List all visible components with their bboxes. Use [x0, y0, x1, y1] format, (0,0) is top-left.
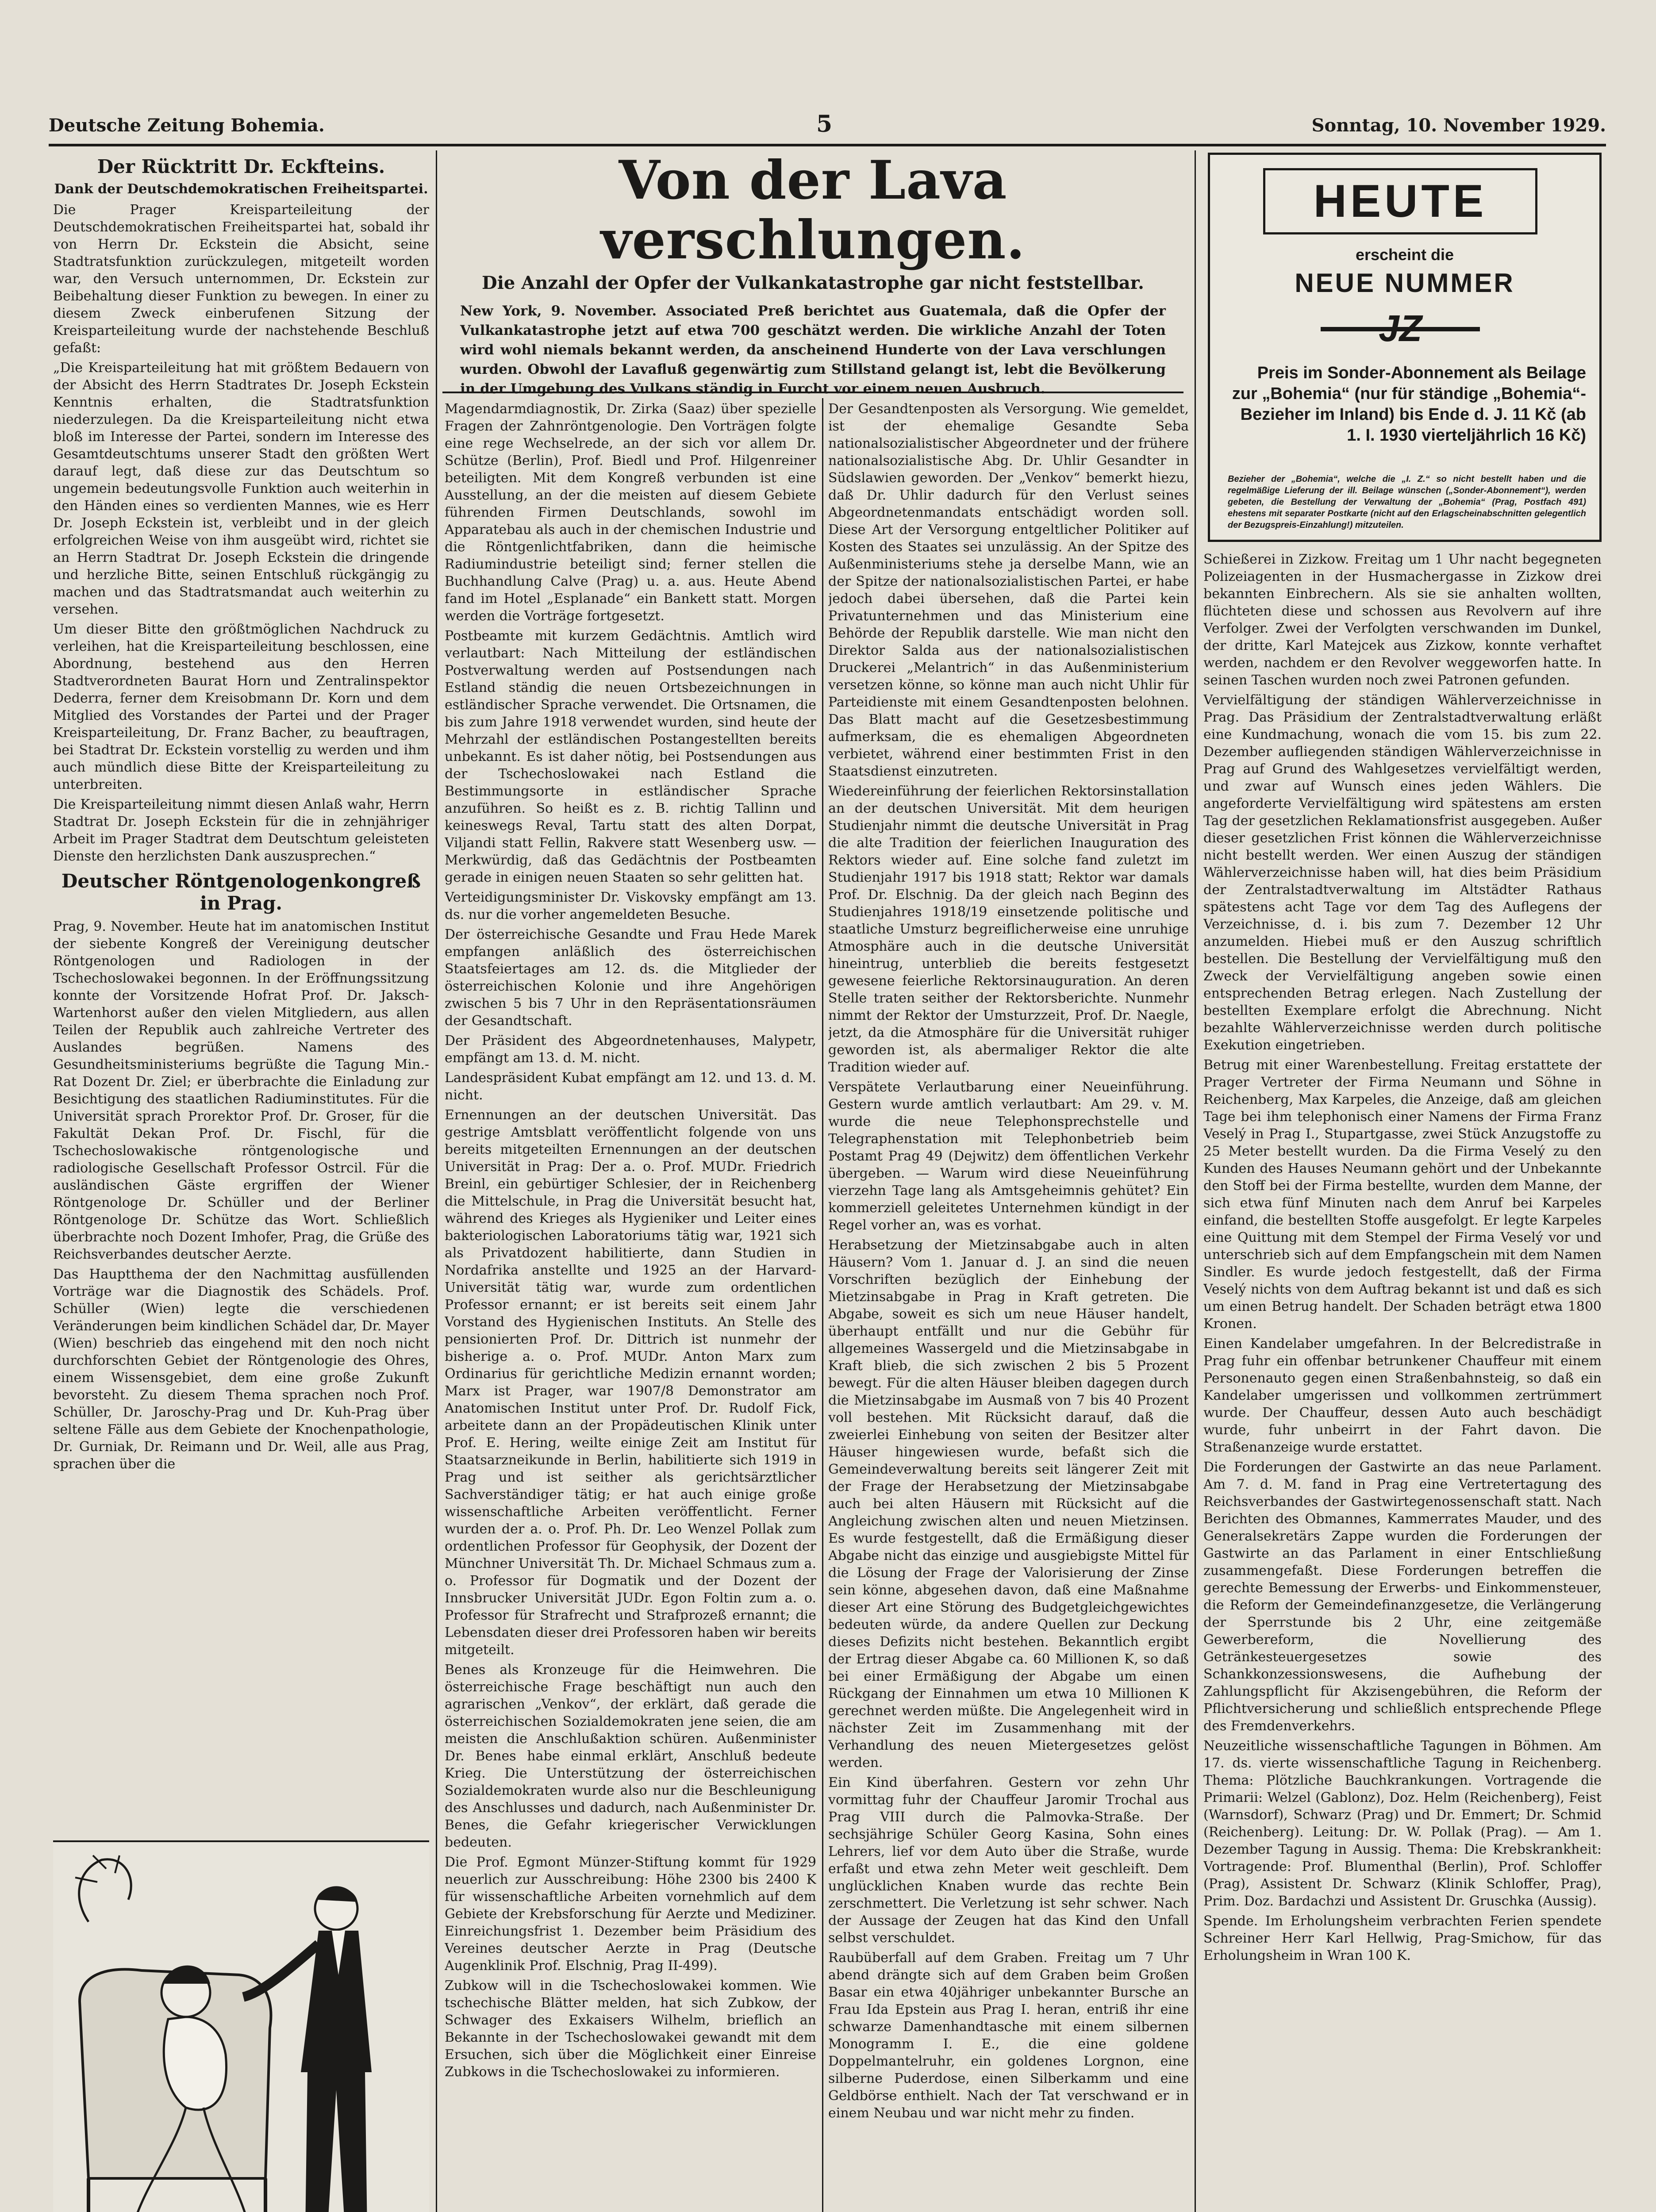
column-3	[828, 400, 1189, 2212]
paragraph: Raubüberfall auf dem Graben. Freitag um 7 Uhr abend drängte sich auf dem Graben beim Großen Basar ein etwa 40jähriger unbekannter Bursche an Frau Ida Epstein aus Prag I. heran, entriß ihr eine schwarze Damenhandtasche mit einem silbernen Monogramm I. E., die eine goldene Doppelmantelruhr, ein goldenes Lorgnon, eine silberne Puderdose, einen Silberkamm und eine Geldbörse enthielt. Nach der Tat verschwand er in einem Neubau und war nicht mehr zu finden.	[828, 1950, 1189, 2121]
paragraph: Der Gesandtenposten als Versorgung. Wie gemeldet, ist der ehemalige Gesandte Seba nationalsozialistischer Abgeordneter und der frühere nationalsozialistische Abg. Dr. Uhlir Gesandter in Südslawien geworden. Der „Venkov“ bemerkt hiezu, daß Dr. Uhlir dadurch für den Verlust seines Abgeordnetenmandats entschädigt worden soll. Diese Art der Versorgung entgeltlicher Politiker auf Kosten des Staates sei unzulässig. An der Spitze des Außenministeriums stehe ja derselbe Mann, wie an der Spitze der nationalsozialistischen Partei, er habe jedoch dabei übersehen, daß die Partei kein Privatunternehmen und das Ministerium eine Behörde der Republik darstelle. Wie man nicht den Direktor Salda aus der nationalsozialistischen Druckerei „Melantrich“ in das Außenministerium versetzen könne, so könne man auch nicht Uhlir für Parteidienste mit einem Gesandtenposten belohnen. Das Blatt macht auf die Gesetzesbestimmung aufmerksam, die es ehemaligen Abgeordneten verbietet, während einer bestimmten Frist in den Staatsdienst einzutreten.	[828, 401, 1189, 779]
masthead	[49, 111, 1606, 142]
paragraph: Die Prager Kreisparteileitung der Deutschdemokratischen Freiheitspartei hat, sobald ihr von Herrn Dr. Eckstein die Absicht, seine Stadtratsfunktion zurückzulegen, mitgeteilt worden war, den Versuch unternommen, Dr. Eckstein zur Beibehaltung dieser Funktion zu bewegen. In einer zu diesem Zweck einberufenen Sitzung der Kreisparteileitung wurde der nachstehende Beschluß gefaßt:	[53, 202, 429, 356]
paragraph: Ein Kind überfahren. Gestern vor zehn Uhr vormittag fuhr der Chauffeur Jaromir Trochal aus Prag VIII durch die Palmovka-Straße. Der sechsjährige Schüler Georg Kasina, Sohn eines Lehrers, lief vor dem Auto über die Straße, wurde erfaßt und etwa zehn Meter weit geschleift. Dem unglücklichen Knaben wurde das rechte Bein zerschmettert. Die Verletzung ist sehr schwer. Nach der Aussage der Zeugen hat das Kind den Unfall selbst verschuldet.	[828, 1775, 1189, 1946]
column-rule	[436, 150, 437, 2212]
article-title: Deutscher Röntgenologenkongreß in Prag.	[61, 870, 421, 914]
paragraph: Das Hauptthema der den Nachmittag ausfüllenden Vorträge war die Diagnostik des Schädels. Prof. Schüller (Wien) legte die verschiedenen Veränderungen beim kindlichen Schädel dar, Dr. Mayer (Wien) beschrieb das eingehend mit den noch nicht durchforschten Gebiet der Röntgenologie des Ohres, einem Wissensgebiet, dem eine große Zukunft bevorsteht. Zu diesem Thema sprachen noch Prof. Schüller, Dr. Jaroschy-Prag und Dr. Kuh-Prag über seltene Fälle aus dem Gebiete der Knochenpathologie, Dr. Gurniak, Dr. Reimann und Dr. Weil, alle aus Prag, sprachen über die	[53, 1267, 429, 1472]
page-number: 5	[816, 111, 833, 138]
column-rule	[1195, 150, 1196, 2212]
paragraph: Zubkow will in die Tschechoslowakei kommen. Wie tschechische Blätter melden, hat sich Zubkow, der Schwager des Exkaisers Wilhelm, brieflich an Bekannte in der Tschechoslowakei gewandt mit dem Ersuchen, sich über die Möglichkeit einer Einreise Zubkows in die Tschechoslowakei zu informieren.	[445, 1978, 816, 2080]
paragraph: Die Prof. Egmont Münzer-Stiftung kommt für 1929 neuerlich zur Ausschreibung: Höhe 2300 bis 2400 K für wissenschaftliche Arbeiten vornehmlich auf dem Gebiete der Krebsforschung für Aerzte und Mediziner. Einreichungsfrist 1. Dezember beim Präsidium des Vereines deutscher Aerzte in Prag (Deutsche Augenklinik Prof. Elschnig, Prag II-499).	[445, 1855, 816, 1974]
paragraph: Die Forderungen der Gastwirte an das neue Parlament. Am 7. d. M. fand in Prag eine Vertretertagung des Reichsverbandes der Gastwirtegenossenschaft statt. Nach Berichten des Obmannes, Kammerrates Mauder, und des Generalsekretärs Zappe wurden die Forderungen der Gastwirte an das Parlament in einer Entschließung zusammengefaßt. Diese Forderungen betreffen die gerechte Bemessung der Erwerbs- und Einkommensteuer, die Reform der Gemeindefinanzgesetze, die Verlängerung der Sperrstunde bis 2 Uhr, eine zeitgemäße Gewerbereform, die Novellierung des Getränkesteuergesetzes sowie des Schankkonzessionswesens, die Aufhebung der Zahlungspflicht für Akzisengebühren, die Reform der Pflichtversicherung und schließlich entsprechende Pflege des Fremdenverkehrs.	[1203, 1459, 1602, 1734]
paragraph: Die Kreisparteileitung nimmt diesen Anlaß wahr, Herrn Stadtrat Dr. Joseph Eckstein für die in zehnjähriger Arbeit im Prager Stadtrat dem Deutschtum geleisteten Dienste den herzlichsten Dank auszusprechen.“	[53, 797, 429, 864]
paragraph: Verspätete Verlautbarung einer Neueinführung. Gestern wurde amtlich verlautbart: Am 29. v. M. wurde die neue Telephonsprechstelle und Telegraphenstation mit Telephonbetrieb beim Postamt Prag 49 (Dejwitz) dem öffentlichen Verkehr übergeben. — Warum wird diese Neueinführung vierzehn Tage lang als Amtsgeheimnis gehütet? Ein kommerziell geleitetes Unternehmen kündigt in der Regel vorher an, was es vorhat.	[828, 1079, 1189, 1233]
paragraph: Wiedereinführung der feierlichen Rektorsinstallation an der deutschen Universität. Mit dem heurigen Studienjahr nimmt die deutsche Universität in Prag die alte Tradition der feierlichen Inauguration des Rektors wieder auf. Eine solche fand zuletzt im Studienjahr 1917 bis 1918 statt; Rektor war damals Prof. Dr. Elschnig. Da der gleich nach Beginn des Studienjahres 1918/19 einsetzende politische und staatliche Umsturz begreiflicherweise eine unruhige Atmosphäre auch in die deutsche Universität hineintrug, unterblieb die bereits festgesetzt gewesene feierliche Rektorsinauguration. An deren Stelle traten seither der Rektorsberichte. Nunmehr nimmt der Rektor der Umsturzzeit, Prof. Dr. Naegle, jetzt, da die Atmosphäre für die Universität ruhiger geworden ist, als abermaliger Rektor die alte Tradition wieder auf.	[828, 783, 1189, 1075]
ad-title: NEUE NUMMER	[1295, 268, 1515, 298]
advertisement-box	[1208, 153, 1602, 542]
iz-logo-icon	[1347, 307, 1453, 349]
lead-story	[442, 149, 1183, 397]
paragraph: Neuzeitliche wissenschaftliche Tagungen in Böhmen. Am 17. ds. vierte wissenschaftliche Tagung in Reichenberg. Thema: Plötzliche Bauchkrankungen. Vortragende die Primarii: Welzel (Gablonz), Doz. Helm (Reichenberg), Feist (Warnsdorf), Schwarz (Prag) und Dr. Emmert; Dr. Schmid (Reichenberg). Leitung: Dr. W. Pollak (Prag). — Am 1. Dezember Tagung in Aussig. Thema: Die Krebskrankheit: Vortragende: Prof. Blumenthal (Berlin), Prof. Schloffer (Prag), Assistent Dr. Schwarz (Klinik Schloffer, Prag), Prim. Doz. Bardachzi und Assistent Dr. Gruschka (Aussig).	[1203, 1738, 1602, 1909]
paragraph: Herabsetzung der Mietzinsabgabe auch in alten Häusern? Vom 1. Januar d. J. an sind die neuen Vorschriften bezüglich der Einhebung der Mietzinsabgabe in Prag in Kraft getreten. Die Abgabe, soweit es sich um neue Häuser handelt, überhaupt entfällt und nur die Gebühr für allgemeines Wassergeld und die Mietzinsabgabe in Kraft blieb, die sich zwischen 2 bis 5 Prozent bewegt. Für die alten Häuser bleiben dagegen durch die Mietzinsabgabe im Ausmaß von 7 bis 40 Prozent voll bestehen. Mit Rücksicht darauf, daß die zweierlei Einhebung von seiten der Besitzer alter Häuser hingewiesen wurde, befaßt sich die Gemeindeverwaltung bereits seit längerer Zeit mit der Frage der Herabsetzung der Mietzinsabgabe auch bei alten Häusern mit Rücksicht auf die Angleichung zwischen alten und neuen Mietzinsen. Es wurde festgestellt, daß die Ermäßigung dieser Abgabe nicht das einzige und ausgiebigste Mittel für die Lösung der Frage der Valorisierung der Zinse sein könne, abgesehen davon, daß eine Maßnahme dieser Art eine Störung des Budgetgleichgewichtes bedeuten würde, da andere Quellen zur Deckung dieses Defizits nicht bestehen. Bekanntlich ergibt der Ertrag dieser Abgabe ca. 60 Millionen K, so daß bei einer Ermäßigung der Abgabe um einen Rückgang der Einnahmen um etwa 10 Millionen K gerechnet werden müßte. Die Angelegenheit wird in nächster Zeit im Zusammenhang mit der Verhandlung des neuen Mietergesetzes gelöst werden.	[828, 1237, 1189, 1770]
ad-price-text: Preis im Sonder-Abonnement als Beilage zur „Bohemia“ (nur für ständige „Bohemia“-Bezieher im Inland) bis Ende d. J. 11 Kč (ab 1. I. 1930 vierteljährlich 16 Kč)	[1232, 364, 1586, 445]
paragraph: Einen Kandelaber umgefahren. In der Belcredistraße in Prag fuhr ein offenbar betrunkener Chauffeur mit einem Personenauto gegen einen Straßenbahnsteig, so daß ein Kandelaber umgerissen und vollkommen zertrümmert wurde. Der Chauffeur, dessen Auto auch beschädigt wurde, fuhr unbeirrt in der Fahrt davon. Die Straßenanzeige wurde erstattet.	[1203, 1336, 1602, 1455]
paragraph: Betrug mit einer Warenbestellung. Freitag erstattete der Prager Vertreter der Firma Neumann und Söhne in Reichenberg, Max Karpeles, die Anzeige, daß am gleichen Tage bei ihm telephonisch einer Namens der Firma Franz Veselý in Prag I., Stupartgasse, zwei Stück Anzugstoffe zu 25 Meter bestellt wurden. Da die Firma Veselý zu den Kunden des Hauses Neumann gehört und der Unbekannte den Stoff bei der Firma bestellte, wurden dem Manne, der sich etwa fünf Minuten nach dem Anruf bei Karpeles einfand, die bestellten Stoffe ausgefolgt. Er legte Karpeles eine Quittung mit dem Stempel der Firma Veselý vor und unterschrieb sich auf dem Empfangschein mit dem Namen Sindler. Es wurde jedoch festgestellt, daß der Firma Veselý nichts von dem Auftrag bekannt ist und daß es sich um einen Betrug handelt. Der Schaden beträgt etwa 1800 Kronen.	[1203, 1057, 1602, 1332]
paragraph: Der Präsident des Abgeordnetenhauses, Malypetr, empfängt am 13. d. M. nicht.	[445, 1033, 816, 1066]
paper-name: Deutsche Zeitung Bohemia.	[49, 115, 325, 136]
ad-heute-banner: HEUTE	[1263, 168, 1537, 234]
logo-text: JZ	[1378, 307, 1422, 349]
paragraph: Prag, 9. November. Heute hat im anatomischen Institut der siebente Kongreß der Vereinigung deutscher Röntgenologen und Radiologen in der Tschechoslowakei begonnen. In der Eröffnungssitzung konnte der Vorsitzende Hofrat Prof. Dr. Jaksch-Wartenhorst außer den vielen Mitgliedern, aus allen Teilen der Republik auch zahlreiche Vertreter des Auslandes begrüßen. Namens des Gesundheitsministeriums begrüßte die Tagung Min.-Rat Dozent Dr. Ziel; er überbrachte die Einladung zur Besichtigung des staatlichen Radiuminstitutes. Für die Universität sprach Prorektor Prof. Dr. Groser, für die Fakultät Dekan Prof. Dr. Fischl, für die Tschechoslowakische röntgenologische und radiologische Gesellschaft Professor Ostrcil. Für die ausländischen Gäste ergriffen der Wiener Röntgenologe Dr. Schüller und der Berliner Röntgenologe Dr. Schütze das Wort. Schließlich überbrachte noch Dozent Imhofer, Prag, die Grüße des Reichsverbandes deutscher Aerzte.	[53, 919, 429, 1262]
paragraph: Der österreichische Gesandte und Frau Hede Marek empfangen anläßlich des österreichischen Staatsfeiertages am 12. ds. die Mitglieder der österreichischen Kolonie und ihre Angehörigen zwischen 5 bis 7 Uhr in den Repräsentationsräumen der Gesandtschaft.	[445, 927, 816, 1029]
paragraph: Magendarmdiagnostik, Dr. Zirka (Saaz) über spezielle Fragen der Zahnröntgenologie. Den Vorträgen folgte eine rege Wechselrede, an der sich vor allem Dr. Schütze (Berlin), Prof. Biedl und Prof. Hilgenreiner beteiligten. Mit dem Kongreß verbunden ist eine Ausstellung, an der die meisten auf diesem Gebiete führenden Firmen Deutschlands, sowohl im Apparatebau als auch in der chemischen Industrie und die Röntgenlichtfabriken, dann die heimische Radiumindustrie beteiligt sind; ferner stellen die Buchhandlung Calve (Prag) u. a. aus. Heute Abend fand im Hotel „Esplanade“ ein Bankett statt. Morgen werden die Vorträge fortgesetzt.	[445, 401, 816, 624]
paragraph: Postbeamte mit kurzem Gedächtnis. Amtlich wird verlautbart: Nach Mitteilung der estländischen Postverwaltung werden auf Postsendungen nach Estland ständig die neuen Ortsbezeichnungen in estländischer Sprache verwendet. Die Ortsnamen, die bis zum Jahre 1918 verwendet wurden, sind heute der Mehrzahl der estländischen Postangestellten bereits unbekannt. Es ist daher nötig, bei Postsendungen aus der Tschechoslowakei nach Estland die Bestimmungsorte in estländischer Sprache anzuführen. So heißt es z. B. richtig Tallinn und keineswegs Reval, Tartu statt des alten Dorpat, Viljandi statt Fellin, Rakvere statt Wesenberg usw. — Merkwürdig, daß das Gedächtnis der Postbeamten gerade in einigen neuen Staaten so sehr gelitten hat.	[445, 628, 816, 885]
top-rule	[49, 144, 1606, 146]
issue-date: Sonntag, 10. November 1929.	[1311, 115, 1606, 136]
paragraph: Spende. Im Erholungsheim verbrachten Ferien spendete Schreiner Herr Karl Hellwig, Prag-Smichow, für das Erholungsheim in Wran 100 K.	[1203, 1913, 1602, 1963]
paragraph: Schießerei in Zizkow. Freitag um 1 Uhr nacht begegneten Polizeiagenten in der Husmachergasse in Zizkow drei bekannten Einbrechern. Als sie sie anhalten wollten, flüchteten diese und schossen aus Revolvern auf ihre Verfolger. Zwei der Verfolgten verschwanden im Dunkel, der dritte, Karl Matejcek aus Zizkow, konnte verhaftet werden, nachdem er den Revolver weggeworfen hatte. In seinen Taschen wurden noch zwei Patronen gefunden.	[1203, 552, 1602, 688]
paragraph: Um dieser Bitte den größtmöglichen Nachdruck zu verleihen, hat die Kreisparteileitung beschlossen, eine Abordnung, bestehend aus den Herren Stadtverordneten Baurat Horn und Zentralinspektor Dederra, ferner dem Kreisobmann Dr. Korn und dem Mitglied des Vorstandes der Partei und der Prager Kreisparteileitung, Dr. Franz Bacher, zu beauftragen, bei Stadtrat Dr. Eckstein vorstellig zu werden und ihm auch mündlich diese Bitte der Kreisparteileitung zu unterbreiten.	[53, 622, 429, 792]
paragraph: Verteidigungsminister Dr. Viskovsky empfängt am 13. ds. nur die vorher angemeldeten Besuche.	[445, 890, 816, 922]
ad-note: Bezieher der „Bohemia“, welche die „I. Z.“ so nicht bestellt haben und die regelmäßige Lieferung der ill. Beilage wünschen („Sonder-Abonnement“), werden gebeten, die Bestellung der Verwaltung der „Bohemia“ (Prag, Postfach 491) ehestens mit separater Postkarte (nicht auf den Erlagscheinabschnitten gelegentlich der Bezugspreis-Einzahlung!) mitzuteilen.	[1228, 474, 1586, 530]
headline-subtitle: Die Anzahl der Opfer der Vulkankatastrophe gar nicht feststellbar.	[482, 273, 1144, 293]
ad-line: erscheint die	[1355, 246, 1454, 264]
paragraph: Benes als Kronzeuge für die Heimwehren. Die österreichische Frage beschäftigt nun auch den agrarischen „Venkov“, der erklärt, daß gerade die österreichischen Sozialdemokraten jene seien, die am meisten die Anschlußaktion schüren. Außenminister Dr. Benes habe einmal erklärt, Anschluß bedeute Krieg. Die Unterstützung der österreichischen Sozialdemokraten wurde also nur die Beschleunigung des Anschlusses und dadurch, nach Außenminister Dr. Benes, die Gefahr kriegerischer Verwicklungen bedeuten.	[445, 1662, 816, 1850]
column-2	[445, 400, 816, 2212]
lead-paragraph: New York, 9. November. Associated Preß berichtet aus Guatemala, daß die Opfer der Vulkankatastrophe jetzt auf etwa 700 geschätzt werden. Die wirkliche Anzahl der Toten wird wohl niemals bekannt werden, da anscheinend Hunderte von der Lava verschlungen wurden. Obwohl der Lavafluß gegenwärtig zum Stillstand gelangt ist, lebt die Bevölkerung in der Umgebung des Vulkans ständig in Furcht vor einem neuen Ausbruch.	[460, 303, 1166, 397]
paragraph: Ernennungen an der deutschen Universität. Das gestrige Amtsblatt veröffentlicht folgende von uns bereits mitgeteilten Ernennungen an der deutschen Universität in Prag: Der a. o. Prof. MUDr. Friedrich Breinl, ein gebürtiger Schlesier, der in Reichenberg die Mittelschule, in Prag die Universität besucht hat, während des Krieges als Hygieniker und Leiter eines bakteriologischen Laboratoriums tätig war, 1921 sich als Privatdozent habilitierte, dann Studien in Nordafrika anstellte und 1925 an der Harvard-Universität tätig war, wurde zum ordentlichen Professor ernannt; er ist bereits seit einem Jahr Vorstand des Hygienischen Instituts. An Stelle des pensionierten Prof. Dr. Dittrich ist nunmehr der bisherige a. o. Prof. MUDr. Anton Marx zum Ordinarius für gerichtliche Medizin ernannt worden; Marx ist Prager, war 1907/8 Demonstrator am Anatomischen Institut unter Prof. Dr. Rudolf Fick, arbeitete dann an der Propädeutischen Klinik unter Prof. E. Hering, weilte einige Zeit am Institut für Staatsarzneikunde in Berlin, habilitierte sich 1919 in Prag und ist seither als gerichtsärztlicher Sachverständiger tätig; er hat auch einige große wissenschaftliche Arbeiten veröffentlicht. Ferner wurden der a. o. Prof. Ph. Dr. Leo Wenzel Pollak zum ordentlichen Professor für Geophysik, der Dozent der Münchner Universität Th. Dr. Michael Schmaus zum a. o. Professor für Dogmatik und der Dozent der Innsbrucker Universität JUDr. Egon Foltin zum a. o. Professor für Strafrecht und Strafprozeß ernannt; die Lebensdaten dieser drei Professoren haben wir bereits mitgeteilt.	[445, 1107, 816, 1658]
column-1	[53, 150, 429, 1832]
cartoon-drawing	[53, 1842, 429, 2212]
paragraph: Vervielfältigung der ständigen Wählerverzeichnisse in Prag. Das Präsidium der Zentralstadtverwaltung erläßt eine Kundmachung, wonach die vom 15. bis zum 22. Dezember aufliegenden ständigen Wählerverzeichnisse in Prag auf Grund des Wahlgesetzes vervielfältigt werden, und zwar auf Wunsch eines jeden Wählers. Die angeforderte Vervielfältigung wird spätestens am ersten Tag der gesetzlichen Reklamationsfrist ausgegeben. Außer dieser gesetzlichen Frist können die Wählerverzeichnisse nicht bestellt werden. Wer einen Auszug der ständigen Wählerverzeichnisse haben will, hat dies beim Präsidium der Zentralstadtverwaltung im Altstädter Rathaus spätestens acht Tage vor dem Tag des Auflegens der Verzeichnisse, d. i. bis zum 7. Dezember 12 Uhr anzumelden. Hiebei muß er den Auszug schriftlich bestellen. Die Bestellung der Vervielfältigung muß den Zweck der Vervielfältigung angeben sowie einen entsprechenden Betrag erlegen. Nach Zustellung der bestellten Exemplare erfolgt die Abrechnung. Nicht bezahlte Wählerverzeichnisse werden durch politische Exekution eingetrieben.	[1203, 692, 1602, 1053]
cartoon-illustration	[53, 1840, 429, 2212]
paragraph: „Die Kreisparteileitung hat mit größtem Bedauern von der Absicht des Herrn Stadtrates Dr. Joseph Eckstein Kenntnis erhalten, die Stadtratsfunktion niederzulegen. Da die Kreisparteileitung nicht etwa bloß im Interesse der Partei, sondern im Interesse des Gesamtdeutschtums unserer Stadt den größten Wert darauf legt, daß diese zur das Deutschtum so ungemein bedeutungsvolle Funktion auch weiterhin in den Händen eines so verdienten Mannes, wie es Herr Dr. Joseph Eckstein ist, verbleibt und in der gleich erfolgreichen Weise von ihm ausgeübt wird, richtet sie an Herrn Stadtrat Dr. Joseph Eckstein die dringende und herzliche Bitte, seinen Entschluß rückgängig zu machen und das Stadtratsmandat auch weiterhin zu versehen.	[53, 360, 429, 617]
column-4	[1203, 551, 1602, 2212]
article-title: Der Rücktritt Dr. Eckfteins.	[97, 156, 385, 177]
column-rule	[822, 398, 823, 2212]
headline: Von der Lava verschlungen.	[600, 149, 1026, 271]
article-subtitle: Dank der Deutschdemokratischen Freiheitspartei.	[54, 181, 428, 197]
paragraph: Landespräsident Kubat empfängt am 12. und 13. d. M. nicht.	[445, 1070, 816, 1103]
